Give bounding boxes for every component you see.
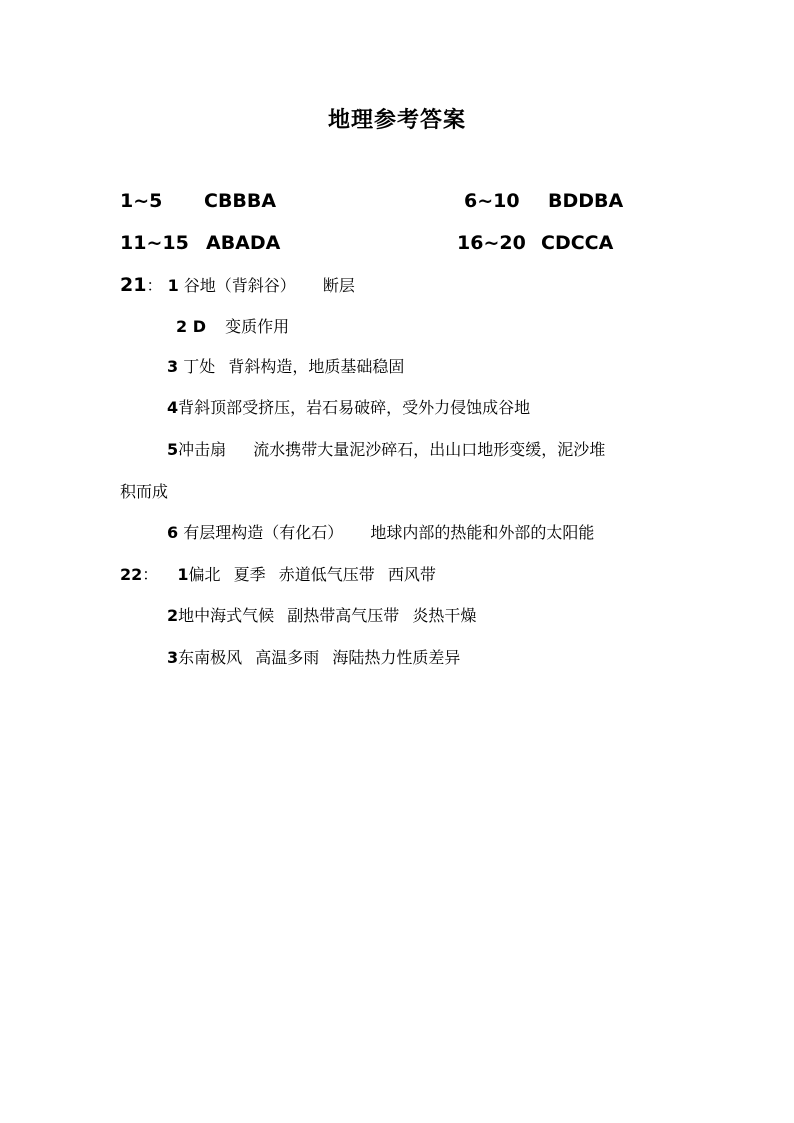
q21-item-1-a: 谷地（背斜谷） bbox=[183, 276, 296, 295]
q22-label: 22 bbox=[120, 565, 143, 584]
q21-item-5-b: 流水携带大量泥沙碎石，出山口地形变缓，泥沙堆 bbox=[253, 440, 606, 459]
q21-line-2 bbox=[176, 316, 289, 338]
q22-item-2-c: 炎热干燥 bbox=[412, 606, 477, 625]
q21-label: 21 bbox=[120, 274, 147, 296]
q22-item-1-c: 赤道低气压带 bbox=[278, 565, 375, 584]
q21-item-5-a: 冲击扇 bbox=[178, 440, 227, 459]
q22-item-1-a: 偏北 bbox=[188, 565, 221, 584]
q22-item-1-b: 夏季 bbox=[233, 565, 266, 584]
q21-item-4-a: 背斜顶部受挤压，岩石易破碎，受外力侵蚀成谷地 bbox=[178, 398, 531, 417]
mc-answers-3: ABADA bbox=[206, 232, 281, 254]
q22-item-3-a: 东南极风 bbox=[178, 648, 243, 667]
q21-item-4-num: 4 bbox=[167, 398, 179, 417]
mc-range-3: 11~15 bbox=[120, 232, 189, 254]
q22-line-2 bbox=[167, 605, 476, 627]
mc-answers-4: CDCCA bbox=[541, 232, 614, 254]
q21-item-2-a: 变质作用 bbox=[225, 317, 290, 336]
q22-item-2-a: 地中海式气候 bbox=[178, 606, 275, 625]
q21-item-5-num: 5 bbox=[167, 440, 179, 459]
q22-line-1 bbox=[120, 564, 436, 586]
q21-item-1-b: 断层 bbox=[322, 276, 355, 295]
q21-item-3-a: 丁处 bbox=[183, 357, 216, 376]
mc-range-1: 1~5 bbox=[120, 190, 163, 212]
q21-sep: ： bbox=[146, 276, 163, 295]
q22-item-2-b: 副热带高气压带 bbox=[287, 606, 400, 625]
q21-line-6 bbox=[167, 522, 594, 544]
q21-item-6-num: 6 bbox=[167, 523, 179, 542]
q22-item-3-c: 海陆热力性质差异 bbox=[332, 648, 461, 667]
q22-item-3-num: 3 bbox=[167, 648, 179, 667]
q21-line-4 bbox=[167, 397, 530, 419]
q21-line-1 bbox=[120, 274, 355, 297]
q21-item-1-num: 1 bbox=[167, 276, 179, 295]
q21-item-3-num: 3 bbox=[167, 357, 179, 376]
mc-answers-2: BDDBA bbox=[548, 190, 624, 212]
q22-item-1-d: 西风带 bbox=[387, 565, 436, 584]
q22-item-1-num: 1 bbox=[177, 565, 189, 584]
q21-line-3 bbox=[167, 356, 404, 378]
q21-item-3-b: 背斜构造，地质基础稳固 bbox=[228, 357, 405, 376]
q22-sep: ： bbox=[142, 565, 159, 584]
mc-answers-1: CBBBA bbox=[204, 190, 277, 212]
q21-item-2-num: 2 D bbox=[176, 317, 206, 336]
q21-line-5-cont: 积而成 bbox=[120, 482, 169, 501]
q21-item-6-b: 地球内部的热能和外部的太阳能 bbox=[370, 523, 595, 542]
page-title: 地理参考答案 bbox=[327, 108, 466, 133]
q22-line-3 bbox=[167, 647, 460, 669]
mc-range-2: 6~10 bbox=[464, 190, 520, 212]
q21-line-5 bbox=[167, 439, 605, 461]
q21-item-6-a: 有层理构造（有化石） bbox=[183, 523, 344, 542]
q22-item-2-num: 2 bbox=[167, 606, 179, 625]
q22-item-3-b: 高温多雨 bbox=[255, 648, 320, 667]
mc-range-4: 16~20 bbox=[457, 232, 526, 254]
